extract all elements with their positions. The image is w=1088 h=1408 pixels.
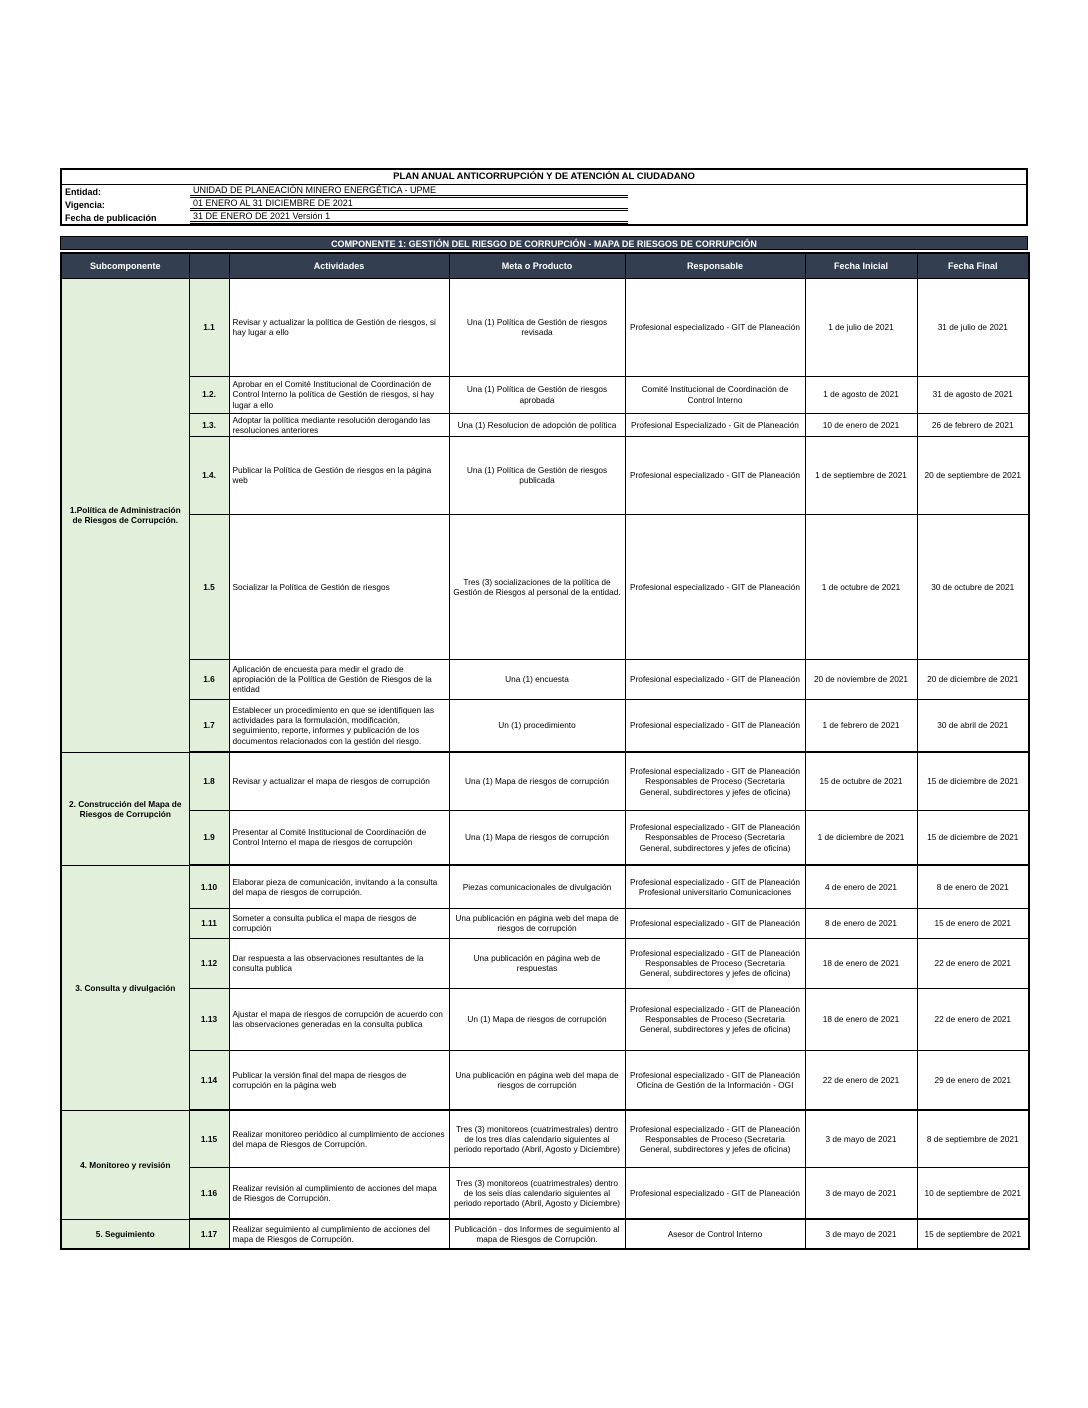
row-number-cell: 1.1 <box>189 278 229 376</box>
responsable-cell <box>625 659 805 699</box>
responsable-cell <box>625 938 805 988</box>
fecha-final-cell: 8 de septiembre de 2021 <box>917 1110 1029 1167</box>
fecha-final-cell: 15 de septiembre de 2021 <box>917 1219 1029 1249</box>
fecha-final-cell: 10 de septiembre de 2021 <box>917 1167 1029 1219</box>
document-header <box>60 168 1028 226</box>
fecha-final-cell: 30 de octubre de 2021 <box>917 514 1029 659</box>
row-number-cell: 1.14 <box>189 1050 229 1110</box>
entity-value: UNIDAD DE PLANEACIÓN MINERO ENERGÉTICA - UPME <box>190 185 628 198</box>
fecha-inicial-cell: 18 de enero de 2021 <box>805 988 917 1050</box>
column-header-numero <box>189 253 229 278</box>
fecha-inicial-cell: 20 de noviembre de 2021 <box>805 659 917 699</box>
activity-cell: Dar respuesta a las observaciones resultantes de la consulta publica <box>229 938 449 988</box>
plan-table-header <box>61 253 1029 278</box>
responsable-line: Oficina de Gestión de la Información - OGI <box>636 1079 794 1090</box>
activity-cell: Revisar y actualizar la política de Gestión de riesgos, si hay lugar a ello <box>229 278 449 376</box>
subcomponent-cell: 2. Construcción del Mapa de Riesgos de Corrupción <box>61 752 189 865</box>
table-row <box>61 659 1029 699</box>
plan-table <box>60 252 1030 1250</box>
row-number-cell: 1.4. <box>189 436 229 514</box>
publication-date-value: 31 DE ENERO DE 2021 Versión 1 <box>190 211 628 224</box>
table-row <box>61 752 1029 810</box>
fecha-final-cell: 20 de septiembre de 2021 <box>917 436 1029 514</box>
subcomponent-cell: 5. Seguimiento <box>61 1219 189 1249</box>
table-row <box>61 938 1029 988</box>
responsable-cell <box>625 865 805 908</box>
responsable-line: Profesional especializado - GIT de Planeación <box>629 321 801 332</box>
fecha-inicial-cell: 10 de enero de 2021 <box>805 413 917 436</box>
activity-cell: Adoptar la política mediante resolución derogando las resoluciones anteriores <box>229 413 449 436</box>
validity-label: Vigencia: <box>65 199 105 210</box>
fecha-inicial-cell: 1 de agosto de 2021 <box>805 376 917 413</box>
row-number-cell: 1.17 <box>189 1219 229 1249</box>
row-number-cell: 1.13 <box>189 988 229 1050</box>
table-row <box>61 1110 1029 1167</box>
responsable-line: Profesional especializado - GIT de Planeación <box>629 1123 801 1134</box>
subcomponent-cell: 4. Monitoreo y revisión <box>61 1110 189 1219</box>
validity-value: 01 ENERO AL 31 DICIEMBRE DE 2021 <box>190 198 628 211</box>
row-number-cell: 1.8 <box>189 752 229 810</box>
responsable-cell <box>625 988 805 1050</box>
responsable-cell <box>625 1167 805 1219</box>
responsable-line: Asesor de Control Interno <box>667 1229 763 1240</box>
meta-cell: Tres (3) monitoreos (cuatrimestrales) dentro de los seis días calendario siguientes al periodo reportado (Abril, Agosto y Diciembre) <box>449 1167 625 1219</box>
column-header-subcomponente: Subcomponente <box>61 253 189 278</box>
subcomponent-cell: 1.Política de Administración de Riesgos de Corrupción. <box>61 278 189 752</box>
fecha-inicial-cell: 1 de diciembre de 2021 <box>805 810 917 865</box>
meta-cell: Una (1) Política de Gestión de riesgos aprobada <box>449 376 625 413</box>
table-row <box>61 699 1029 752</box>
table-row <box>61 810 1029 865</box>
row-number-cell: 1.16 <box>189 1167 229 1219</box>
activity-cell: Elaborar pieza de comunicación, invitando a la consulta del mapa de riesgos de corrupción. <box>229 865 449 908</box>
column-header-fecha-inicial: Fecha Inicial <box>805 253 917 278</box>
responsable-line: Profesional especializado - GIT de Planeación <box>629 581 801 592</box>
activity-cell: Realizar revisión al cumplimiento de acciones del mapa de Riesgos de Corrupción. <box>229 1167 449 1219</box>
plan-table-body <box>61 278 1029 1249</box>
row-number-cell: 1.12 <box>189 938 229 988</box>
responsable-line: Profesional especializado - GIT de Planeación <box>629 720 801 731</box>
responsable-line: Profesional especializado - GIT de Planeación <box>629 876 801 887</box>
meta-cell: Un (1) procedimiento <box>449 699 625 752</box>
row-number-cell: 1.2. <box>189 376 229 413</box>
row-number-cell: 1.7 <box>189 699 229 752</box>
meta-cell: Una publicación en página web de respuestas <box>449 938 625 988</box>
fecha-final-cell: 20 de diciembre de 2021 <box>917 659 1029 699</box>
meta-cell: Una (1) Política de Gestión de riesgos revisada <box>449 278 625 376</box>
table-row <box>61 514 1029 659</box>
table-row <box>61 1219 1029 1249</box>
responsable-line: Responsables de Proceso (Secretaria General, subdirectores y jefes de oficina) <box>639 958 791 979</box>
activity-cell: Establecer un procedimiento en que se identifiquen las actividades para la formulación, modificación, seguimiento, reporte, informes y publicación de los documentos relacionados con la gestión del riesgo. <box>229 699 449 752</box>
responsable-line: Profesional Especializado - Git de Planeación <box>631 419 799 430</box>
fecha-inicial-cell: 8 de enero de 2021 <box>805 908 917 938</box>
responsable-line: Profesional especializado - GIT de Planeación <box>629 1004 801 1015</box>
fecha-inicial-cell: 15 de octubre de 2021 <box>805 752 917 810</box>
responsable-line: Profesional universitario Comunicaciones <box>638 886 792 897</box>
responsable-line: Profesional especializado - GIT de Planeación <box>629 470 801 481</box>
row-number-cell: 1.11 <box>189 908 229 938</box>
fecha-final-cell: 30 de abril de 2021 <box>917 699 1029 752</box>
responsable-line: Profesional especializado - GIT de Planeación <box>629 674 801 685</box>
column-header-responsable: Responsable <box>625 253 805 278</box>
responsable-line: Profesional especializado - GIT de Planeación <box>629 1069 801 1080</box>
fecha-final-cell: 15 de diciembre de 2021 <box>917 810 1029 865</box>
column-header-actividades: Actividades <box>229 253 449 278</box>
responsable-line: Responsables de Proceso (Secretaria General, subdirectores y jefes de oficina) <box>639 832 791 853</box>
validity-row <box>62 198 1026 211</box>
header-row <box>61 253 1029 278</box>
entity-label: Entidad: <box>65 186 101 197</box>
table-row <box>61 865 1029 908</box>
meta-cell: Un (1) Mapa de riesgos de corrupción <box>449 988 625 1050</box>
responsable-line: Profesional especializado - GIT de Planeación <box>629 948 801 959</box>
responsable-line: Profesional especializado - GIT de Planeación <box>629 766 801 777</box>
meta-cell: Una (1) encuesta <box>449 659 625 699</box>
meta-cell: Piezas comunicacionales de divulgación <box>449 865 625 908</box>
responsable-cell <box>625 436 805 514</box>
responsable-cell <box>625 699 805 752</box>
table-row <box>61 436 1029 514</box>
meta-cell: Tres (3) socializaciones de la política de Gestión de Riesgos al personal de la entidad. <box>449 514 625 659</box>
responsable-cell <box>625 376 805 413</box>
activity-cell: Revisar y actualizar el mapa de riesgos de corrupción <box>229 752 449 810</box>
fecha-inicial-cell: 22 de enero de 2021 <box>805 1050 917 1110</box>
activity-cell: Publicar la Política de Gestión de riesgos en la página web <box>229 436 449 514</box>
responsable-cell <box>625 752 805 810</box>
table-row <box>61 376 1029 413</box>
fecha-final-cell: 31 de agosto de 2021 <box>917 376 1029 413</box>
activity-cell: Aprobar en el Comité Institucional de Coordinación de Control Interno la política de Gestión de riesgos, si hay lugar a ello <box>229 376 449 413</box>
column-header-fecha-final: Fecha Final <box>917 253 1029 278</box>
meta-cell: Publicación - dos Informes de seguimiento al mapa de Riesgos de Corrupción. <box>449 1219 625 1249</box>
fecha-final-cell: 15 de diciembre de 2021 <box>917 752 1029 810</box>
document-content <box>60 168 1028 1250</box>
meta-cell: Tres (3) monitoreos (cuatrimestrales) dentro de los tres días calendario siguientes al periodo reportado (Abril, Agosto y Diciembre) <box>449 1110 625 1167</box>
responsable-line: Profesional especializado - GIT de Planeación <box>629 918 801 929</box>
fecha-inicial-cell: 4 de enero de 2021 <box>805 865 917 908</box>
publication-date-row <box>62 211 1026 224</box>
responsable-line: Comité Institucional de Coordinación de Control Interno <box>641 384 789 405</box>
activity-cell: Publicar la versión final del mapa de riesgos de corrupción en la página web <box>229 1050 449 1110</box>
meta-cell: Una (1) Resolucion de adopción de política <box>449 413 625 436</box>
activity-cell: Ajustar el mapa de riesgos de corrupción de acuerdo con las observaciones generadas en la consulta publica <box>229 988 449 1050</box>
responsable-line: Responsables de Proceso (Secretaria General, subdirectores y jefes de oficina) <box>639 1133 791 1155</box>
responsable-cell <box>625 810 805 865</box>
activity-cell: Presentar al Comité Institucional de Coordinación de Control Interno el mapa de riesgos de corrupción <box>229 810 449 865</box>
row-number-cell: 1.6 <box>189 659 229 699</box>
fecha-inicial-cell: 3 de mayo de 2021 <box>805 1219 917 1249</box>
activity-cell: Someter a consulta publica el mapa de riesgos de corrupción <box>229 908 449 938</box>
activity-cell: Aplicación de encuesta para medir el grado de apropiación de la Política de Gestión de Riesgos de la entidad <box>229 659 449 699</box>
responsable-cell <box>625 278 805 376</box>
table-row <box>61 278 1029 376</box>
row-number-cell: 1.10 <box>189 865 229 908</box>
meta-cell: Una (1) Mapa de riesgos de corrupción <box>449 752 625 810</box>
responsable-cell <box>625 908 805 938</box>
table-row <box>61 413 1029 436</box>
fecha-inicial-cell: 18 de enero de 2021 <box>805 938 917 988</box>
subcomponent-cell: 3. Consulta y divulgación <box>61 865 189 1110</box>
fecha-final-cell: 15 de enero de 2021 <box>917 908 1029 938</box>
fecha-final-cell: 29 de enero de 2021 <box>917 1050 1029 1110</box>
activity-cell: Realizar seguimiento al cumplimiento de acciones del mapa de Riesgos de Corrupción. <box>229 1219 449 1249</box>
table-row <box>61 988 1029 1050</box>
fecha-inicial-cell: 1 de febrero de 2021 <box>805 699 917 752</box>
fecha-inicial-cell: 3 de mayo de 2021 <box>805 1110 917 1167</box>
responsable-line: Responsables de Proceso (Secretaria General, subdirectores y jefes de oficina) <box>639 1014 791 1035</box>
entity-row <box>62 185 1026 198</box>
responsable-cell <box>625 1110 805 1167</box>
table-row <box>61 1167 1029 1219</box>
fecha-inicial-cell: 1 de octubre de 2021 <box>805 514 917 659</box>
fecha-inicial-cell: 1 de septiembre de 2021 <box>805 436 917 514</box>
meta-cell: Una (1) Política de Gestión de riesgos publicada <box>449 436 625 514</box>
activity-cell: Realizar monitoreo periódico al cumplimiento de acciones del mapa de Riesgos de Corrupción. <box>229 1110 449 1167</box>
responsable-cell <box>625 1219 805 1249</box>
meta-cell: Una publicación en página web del mapa de riesgos de corrupción <box>449 1050 625 1110</box>
component-header-bar: COMPONENTE 1: GESTIÓN DEL RIESGO DE CORRUPCIÓN - MAPA DE RIESGOS DE CORRUPCIÓN <box>60 236 1028 250</box>
row-number-cell: 1.9 <box>189 810 229 865</box>
meta-cell: Una publicación en página web del mapa de riesgos de corrupción <box>449 908 625 938</box>
fecha-final-cell: 8 de enero de 2021 <box>917 865 1029 908</box>
fecha-final-cell: 31 de julio de 2021 <box>917 278 1029 376</box>
fecha-inicial-cell: 3 de mayo de 2021 <box>805 1167 917 1219</box>
activity-cell: Socializar la Política de Gestión de riesgos <box>229 514 449 659</box>
column-header-meta: Meta o Producto <box>449 253 625 278</box>
row-number-cell: 1.15 <box>189 1110 229 1167</box>
fecha-inicial-cell: 1 de julio de 2021 <box>805 278 917 376</box>
table-row <box>61 1050 1029 1110</box>
responsable-cell <box>625 514 805 659</box>
fecha-final-cell: 22 de enero de 2021 <box>917 938 1029 988</box>
responsable-line: Responsables de Proceso (Secretaria General, subdirectores y jefes de oficina) <box>639 776 791 797</box>
publication-date-label: Fecha de publicación <box>65 212 157 223</box>
document-title: PLAN ANUAL ANTICORRUPCIÓN Y DE ATENCIÓN AL CIUDADANO <box>62 170 1026 185</box>
fecha-final-cell: 22 de enero de 2021 <box>917 988 1029 1050</box>
responsable-line: Profesional especializado - GIT de Planeación <box>629 1187 801 1198</box>
fecha-final-cell: 26 de febrero de 2021 <box>917 413 1029 436</box>
row-number-cell: 1.3. <box>189 413 229 436</box>
meta-cell: Una (1) Mapa de riesgos de corrupción <box>449 810 625 865</box>
table-row <box>61 908 1029 938</box>
responsable-line: Profesional especializado - GIT de Planeación <box>629 822 801 833</box>
responsable-cell <box>625 413 805 436</box>
responsable-cell <box>625 1050 805 1110</box>
row-number-cell: 1.5 <box>189 514 229 659</box>
